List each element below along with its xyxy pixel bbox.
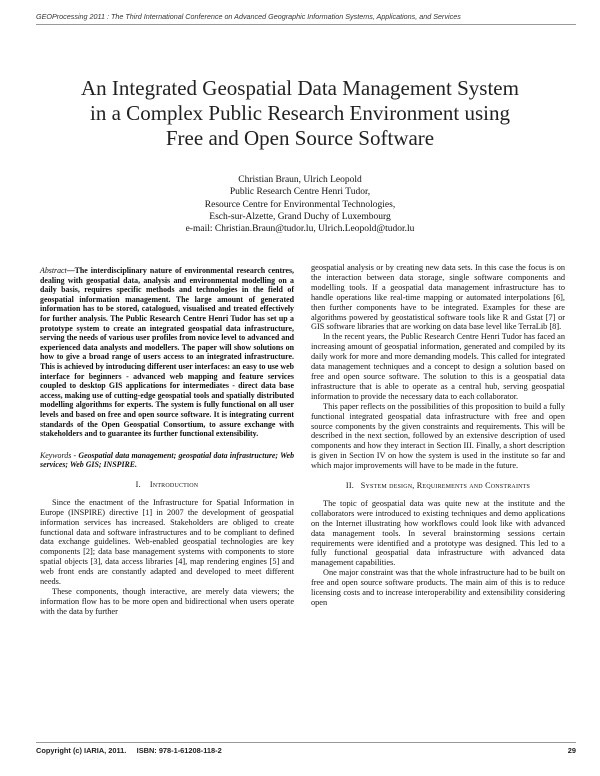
email: e-mail: Christian.Braun@tudor.lu, Ulrich.Leopold@tudor.lu: [185, 224, 415, 235]
section-1-heading: [40, 480, 294, 490]
section-2-title: System design, Requirements and Constraints: [360, 481, 531, 491]
section-2-paragraph-2: One major constraint was that the whole infrastructure had to be built on free and open source software products. The main aim of this is to reduce licensing costs and to increase interoperability and extensibility considering open: [311, 568, 565, 607]
author-block: [140, 174, 460, 235]
affiliation-2: Resource Centre for Environmental Technologies,: [204, 199, 396, 210]
section-2-number: II.: [345, 481, 355, 491]
author-names: Christian Braun, Ulrich Leopold: [238, 175, 362, 185]
header-divider: [36, 24, 576, 25]
section-1-title: Introduction: [149, 479, 199, 489]
section-2-paragraph-1: The topic of geospatial data was quite new at the institute and the collaborators were introduced to existing techniques and demo applications on the Internet illustrating how workflows could look like with advanced data management tools. In several brainstorming sessions certain requirements were identified and a prototype was designed. This led to a fully functional geospatial data infrastructure with advanced data management capabilities.: [311, 498, 565, 568]
isbn: ISBN: 978-1-61208-118-2: [136, 746, 222, 755]
section-1-paragraph-2-continued: geospatial analysis or by creating new data sets. In this case the focus is on the interaction between data storage, single software components and modelling tools. If a geospatial data management infrastructure has to handle operations like real-time mapping or automated interpolations [6], then further components have to be integrated. Examples for these are algorithms powered by geostatistical software tools like R and Gstat [7] or GIS software libraries that are working on data base level like TerraLib [8].: [311, 263, 565, 332]
paper-title: [40, 76, 560, 151]
abstract-text: —The interdisciplinary nature of environmental research centres, dealing with geospatial data, analysis and environmental modelling on a daily basis, requires specific methods and technologies in the field of geospatial information management. The large amount of generated information has to be stored, catalogued, visualised and treated effectively for further analysis. The Public Research Centre Henri Tudor has set up a prototype system to create an integrated geospatial data infrastructure, serving the needs of various user profiles from novice level to advanced and experienced data analysts and modellers. The paper will show solutions on how to give a broad range of users access to an integrated infrastructure. This is achieved by introducing different user interfaces: an easy to use web interface for beginners - advanced web mapping and feature services coupled to desktop GIS applications for intermediates - direct data base access, making use of cutting-edge geospatial tools and spatially distributed modelling algorithms for experts. The system is fully functional on all user levels and based on free and open source software. It is integrating current standards of the Open Geospatial Consortium, to assure exchange with stakeholders and to guarantee its further functional extensibility.: [40, 266, 294, 439]
title-line-1: An Integrated Geospatial Data Management System: [81, 76, 519, 100]
section-1-paragraph-4: This paper reflects on the possibilities of this proposition to build a fully functional integrated geospatial data infrastructure with free and open source components by the given constraints and requirements. This will be described in the next section, followed by an extensive description of used components and how they interact in Section III. Finally, a short description is given in Section IV on how the system is used in the institute so far and which major improvements will have to be made in the future.: [311, 401, 565, 471]
abstract: [40, 266, 294, 439]
abstract-label: Abstract: [40, 266, 67, 275]
address: Esch-sur-Alzette, Grand Duchy of Luxembourg: [209, 211, 391, 222]
section-2-heading: [311, 481, 565, 491]
section-1-paragraph-3: In the recent years, the Public Research Centre Henri Tudor has faced an increasing amount of geospatial information, generated and compiled by its daily work for more and more demanding models. This called for integrated data management techniques and a concept to design a solution based on free and open source software. The solution to this is a geospatial data infrastructure that is able to operate as a central hub, serving geospatial information to provide the necessary data to each collaborator.: [311, 332, 565, 401]
affiliation-1: Public Research Centre Henri Tudor,: [229, 187, 371, 198]
page-number: 29: [567, 746, 576, 755]
running-head: GEOProcessing 2011 : The Third International Conference on Advanced Geographic Information Systems, Applications, and Services: [36, 12, 461, 21]
title-line-3: Free and Open Source Software: [165, 126, 435, 150]
copyright: Copyright (c) IARIA, 2011.: [36, 746, 127, 755]
section-1-paragraph-1: Since the enactment of the Infrastructure for Spatial Information in Europe (INSPIRE) directive [1] in 2007 the development of geospatial information services has increased. Stakeholders are obliged to create functional data and software infrastructures and to be compliant to defined data exchange guidelines. Web-enabled geospatial technologies are key components [2]; data base management systems with components to store spatial objects [3], data access libraries [4], map rendering engines [5] and web front ends are constantly adapted and developed to meet different needs.: [40, 497, 294, 587]
right-column: [311, 263, 565, 608]
title-line-2: in a Complex Public Research Environment using: [90, 101, 510, 125]
left-column: [40, 266, 294, 617]
keywords-label: Keywords -: [40, 450, 79, 460]
section-1-number: I.: [135, 479, 141, 489]
section-1-paragraph-2: These components, though interactive, are merely data viewers; the information flow has to be more open and bidirectional when users operate with the data by further: [40, 586, 294, 616]
footer-left: [36, 746, 222, 755]
footer-divider: [36, 742, 576, 743]
keywords-text: Geospatial data management; geospatial data infrastructure; Web services; Web GIS; INSPIRE.: [40, 450, 295, 470]
keywords: [40, 451, 294, 470]
